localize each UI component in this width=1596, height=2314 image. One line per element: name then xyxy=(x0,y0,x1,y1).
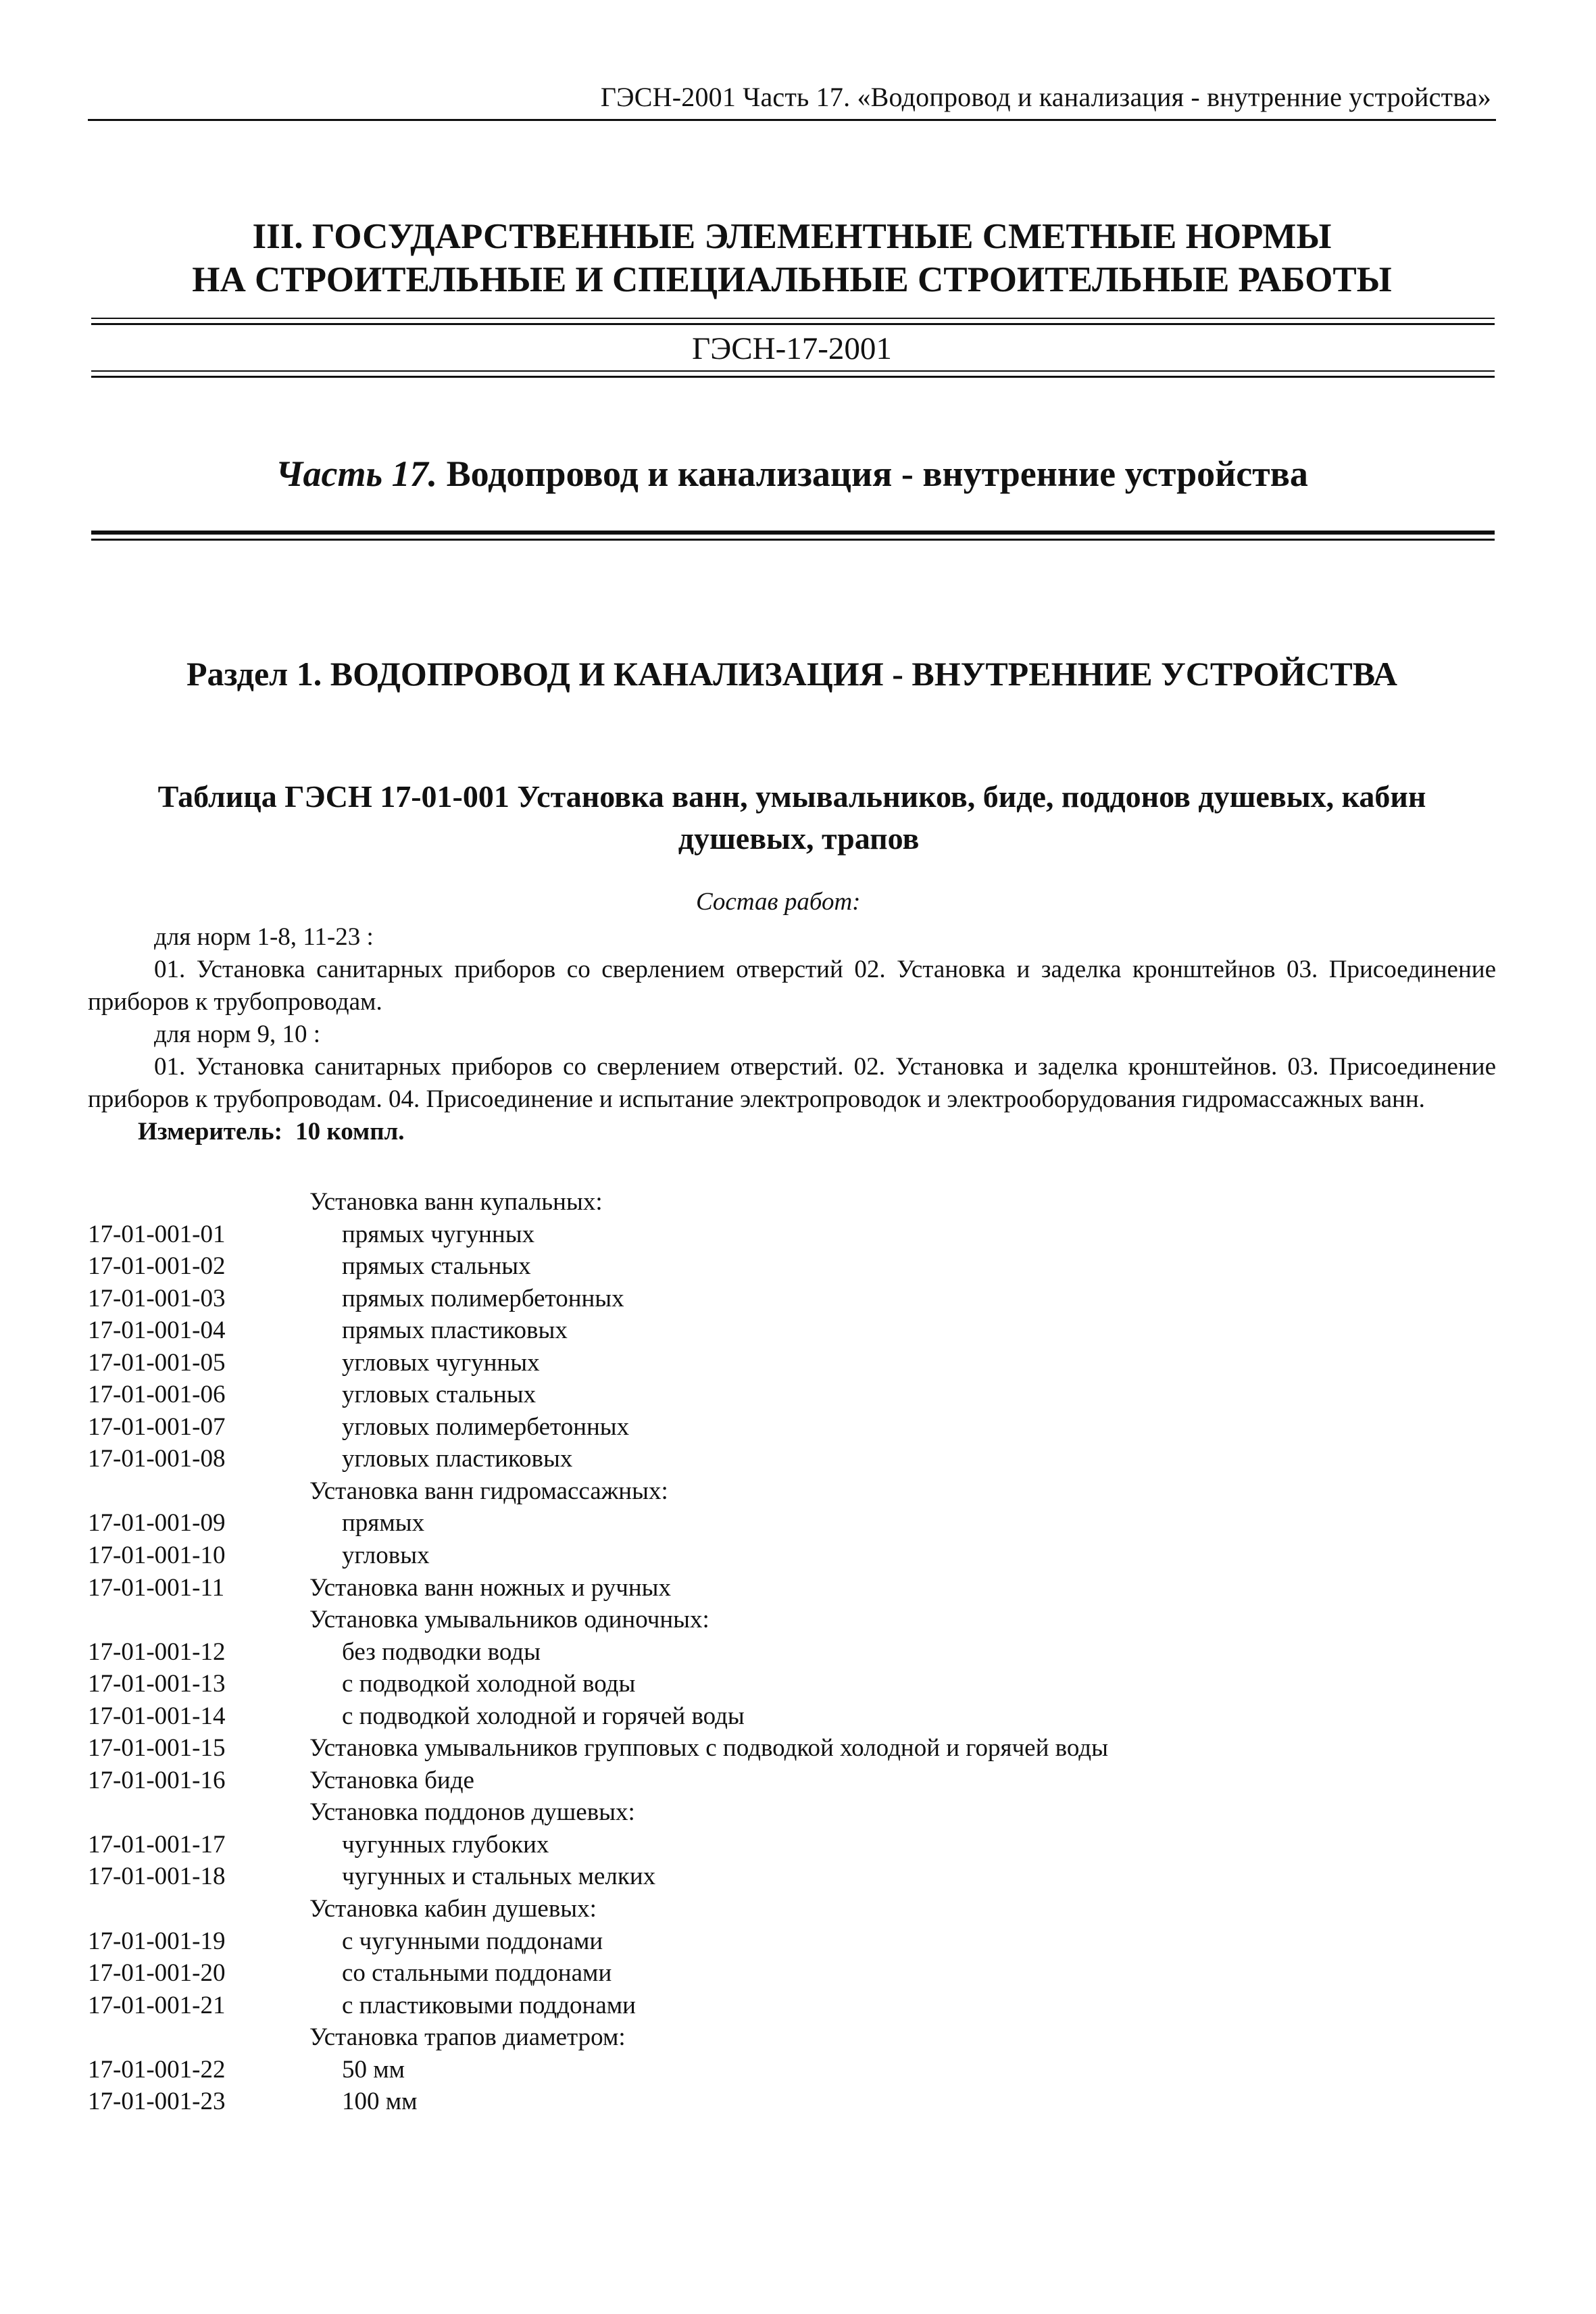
work-group-text: 01. Установка санитарных приборов со сверлением отверстий. 02. Установка и заделка кронштейнов. 03. Присоединение приборов к трубопроводам. 04. Присоединение и испытание электропроводок и электрооборудования гидромассажных ванн. xyxy=(88,1053,1496,1113)
norm-code: 17-01-001-03 xyxy=(88,1284,226,1312)
norm-description: чугунных и стальных мелких xyxy=(342,1863,656,1891)
norm-description: Установка умывальников одиночных: xyxy=(309,1606,709,1634)
part-title-text: Водопровод и канализация - внутренние устройства xyxy=(446,453,1308,494)
table-title-line-1: Таблица ГЭСН 17-01-001 Установка ванн, умывальников, биде, поддонов душевых, кабин xyxy=(157,779,1426,814)
norm-row xyxy=(88,1668,1496,1700)
norm-description: прямых чугунных xyxy=(342,1220,535,1248)
norm-description: Установка трапов диаметром: xyxy=(309,2023,626,2052)
norm-code: 17-01-001-09 xyxy=(88,1509,226,1537)
norm-description: с пластиковыми поддонами xyxy=(342,1991,636,2019)
norm-code: 17-01-001-08 xyxy=(88,1445,226,1473)
norm-description: прямых полимербетонных xyxy=(342,1284,624,1312)
norm-code: 17-01-001-10 xyxy=(88,1542,226,1570)
norm-description: чугунных глубоких xyxy=(342,1830,549,1858)
norm-description: Установка ванн купальных: xyxy=(309,1188,603,1216)
norm-code: 17-01-001-06 xyxy=(88,1381,226,1409)
norm-description: с подводкой холодной воды xyxy=(342,1670,636,1698)
norm-code xyxy=(88,1186,309,1218)
norm-row xyxy=(88,1957,1496,1990)
norm-description: угловых стальных xyxy=(342,1381,537,1409)
norm-description: прямых стальных xyxy=(342,1252,531,1281)
norm-description: угловых чугунных xyxy=(342,1348,540,1377)
table-title xyxy=(88,776,1496,860)
norm-row xyxy=(88,1636,1496,1669)
norm-description: Установка кабин душевых: xyxy=(309,1895,597,1923)
norm-description: угловых пластиковых xyxy=(342,1445,573,1473)
norm-description: Установка биде xyxy=(309,1766,474,1794)
norm-code: 17-01-001-20 xyxy=(88,1959,226,1988)
norm-code: 17-01-001-12 xyxy=(88,1638,226,1666)
norm-row xyxy=(88,1765,1496,1797)
measure-label: Измеритель: xyxy=(138,1118,282,1146)
norm-description: без подводки воды xyxy=(342,1638,541,1666)
work-group-label: для норм 9, 10 : xyxy=(154,1020,320,1048)
divider-rule xyxy=(91,323,1495,325)
divider-rule xyxy=(91,531,1495,535)
norm-row xyxy=(88,1893,1496,1925)
norm-description: 50 мм xyxy=(342,2055,405,2084)
norm-code: 17-01-001-02 xyxy=(88,1252,226,1281)
norm-row xyxy=(88,1700,1496,1733)
norm-code xyxy=(88,1796,309,1829)
divider-rule xyxy=(91,376,1495,378)
norm-row xyxy=(88,1572,1496,1604)
norm-row xyxy=(88,1411,1496,1444)
norm-row xyxy=(88,1604,1496,1636)
norm-code: 17-01-001-15 xyxy=(88,1734,226,1763)
norm-row xyxy=(88,1314,1496,1347)
norm-code: 17-01-001-05 xyxy=(88,1348,226,1377)
norm-row xyxy=(88,1186,1496,1218)
norm-code xyxy=(88,1604,309,1636)
norm-code xyxy=(88,2021,309,2054)
norm-code: 17-01-001-19 xyxy=(88,1927,226,1955)
norm-description: Установка поддонов душевых: xyxy=(309,1798,635,1827)
norm-code: 17-01-001-18 xyxy=(88,1863,226,1891)
divider-rule xyxy=(91,539,1495,541)
norm-description: прямых пластиковых xyxy=(342,1316,568,1345)
norm-code: 17-01-001-07 xyxy=(88,1412,226,1441)
work-composition-caption: Состав работ: xyxy=(696,888,861,916)
norm-code: 17-01-001-21 xyxy=(88,1991,226,2019)
norm-row xyxy=(88,1347,1496,1379)
norm-row xyxy=(88,1925,1496,1958)
norm-description: с подводкой холодной и горячей воды xyxy=(342,1702,745,1730)
norm-description: 100 мм xyxy=(342,2088,418,2116)
work-group-label: для норм 1-8, 11-23 : xyxy=(154,923,374,951)
norm-row xyxy=(88,1861,1496,1893)
norm-row xyxy=(88,1443,1496,1475)
norm-row xyxy=(88,1732,1496,1765)
norm-row xyxy=(88,2086,1496,2118)
norm-row xyxy=(88,1796,1496,1829)
norm-row xyxy=(88,1379,1496,1411)
norm-description: со стальными поддонами xyxy=(342,1959,612,1988)
major-title-line-1: III. ГОСУДАРСТВЕННЫЕ ЭЛЕМЕНТНЫЕ СМЕТНЫЕ НОРМЫ xyxy=(252,217,1332,256)
norm-description: Установка ванн гидромассажных: xyxy=(309,1477,668,1505)
norm-description: угловых xyxy=(342,1542,430,1570)
norm-code: 17-01-001-22 xyxy=(88,2055,226,2084)
norm-row xyxy=(88,1507,1496,1540)
measure-line xyxy=(88,1116,1496,1148)
major-title xyxy=(88,215,1496,301)
norm-row xyxy=(88,2021,1496,2054)
norm-row xyxy=(88,1540,1496,1572)
running-header: ГЭСН-2001 Часть 17. «Водопровод и канализация - внутренние устройства» xyxy=(600,82,1491,112)
norm-row xyxy=(88,2054,1496,2086)
part-title-prefix: Часть 17. xyxy=(276,453,438,494)
work-composition xyxy=(88,921,1496,1148)
norm-code: 17-01-001-04 xyxy=(88,1316,226,1345)
divider-rule xyxy=(91,370,1495,372)
norm-code: 17-01-001-13 xyxy=(88,1670,226,1698)
norm-row xyxy=(88,1475,1496,1508)
norm-code xyxy=(88,1475,309,1508)
norm-description: Установка умывальников групповых с подводкой холодной и горячей воды xyxy=(309,1734,1108,1763)
norm-row xyxy=(88,1250,1496,1283)
work-group-text: 01. Установка санитарных приборов со сверлением отверстий 02. Установка и заделка кронштейнов 03. Присоединение приборов к трубопроводам. xyxy=(88,956,1496,1016)
table-title-line-2: душевых, трапов xyxy=(678,821,920,856)
norm-row xyxy=(88,1218,1496,1251)
norm-description: Установка ванн ножных и ручных xyxy=(309,1573,672,1602)
norm-code: 17-01-001-01 xyxy=(88,1220,226,1248)
norms-list xyxy=(88,1186,1496,2118)
norm-row xyxy=(88,1829,1496,1861)
norm-row xyxy=(88,1990,1496,2022)
norm-code: 17-01-001-23 xyxy=(88,2088,226,2116)
norm-code: 17-01-001-16 xyxy=(88,1766,226,1794)
norm-row xyxy=(88,1283,1496,1315)
norm-description: с чугунными поддонами xyxy=(342,1927,603,1955)
header-rule xyxy=(88,119,1496,121)
document-code: ГЭСН-17-2001 xyxy=(692,331,892,366)
section-title: Раздел 1. ВОДОПРОВОД И КАНАЛИЗАЦИЯ - ВНУТРЕННИЕ УСТРОЙСТВА xyxy=(186,655,1398,693)
norm-code: 17-01-001-14 xyxy=(88,1702,226,1730)
major-title-line-2: НА СТРОИТЕЛЬНЫЕ И СПЕЦИАЛЬНЫЕ СТРОИТЕЛЬНЫЕ РАБОТЫ xyxy=(192,260,1392,299)
norm-code: 17-01-001-11 xyxy=(88,1573,225,1602)
norm-code xyxy=(88,1893,309,1925)
measure-value: 10 компл. xyxy=(295,1118,405,1146)
norm-code: 17-01-001-17 xyxy=(88,1830,226,1858)
part-title xyxy=(88,453,1496,495)
norm-description: прямых xyxy=(342,1509,425,1537)
norm-description: угловых полимербетонных xyxy=(342,1412,630,1441)
divider-rule xyxy=(91,318,1495,319)
